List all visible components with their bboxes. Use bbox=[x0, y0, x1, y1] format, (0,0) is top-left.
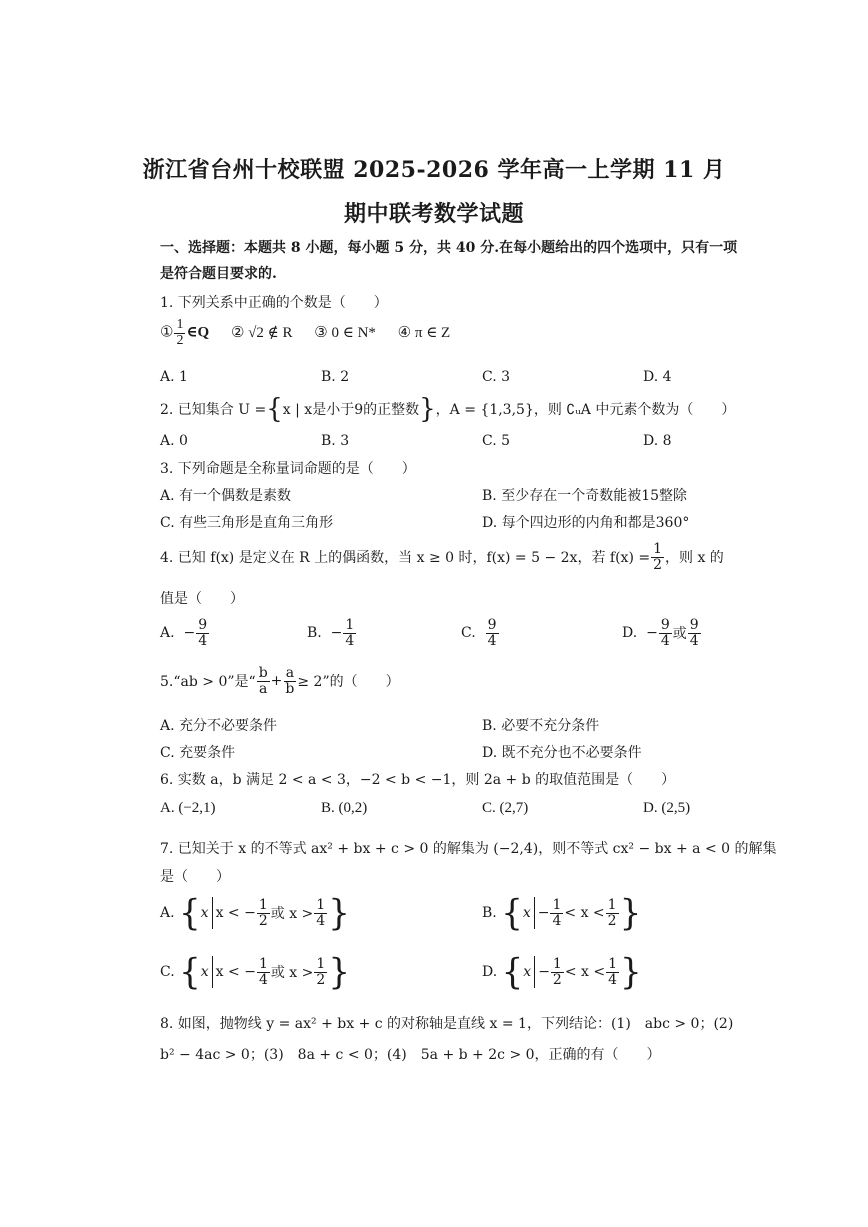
set-notation: { x x < − $\frac{1}{4}$ 或 x > $\frac{1}{2}$ } bbox=[179, 951, 350, 993]
q7-option-b[interactable] bbox=[482, 892, 642, 934]
q1-item3: ③ 0 ∈ N* bbox=[314, 324, 376, 341]
q2-set: { x | x是小于9的正整数 } bbox=[266, 393, 436, 425]
option-label: D. bbox=[482, 964, 498, 980]
option-label: C. bbox=[461, 625, 476, 642]
q3-option-d[interactable]: D. 每个四边形的内角和都是360° bbox=[482, 515, 690, 531]
set-notation: { x x < − $\frac{1}{2}$ 或 x > $\frac{1}{4}$ } bbox=[179, 892, 350, 934]
q7-option-a[interactable] bbox=[160, 892, 350, 934]
option-label: B. bbox=[482, 905, 497, 921]
minus-sign: − bbox=[183, 625, 196, 642]
minus-sign: − bbox=[646, 625, 658, 642]
fraction-b-over-a: $\frac{b}{a}$ bbox=[258, 665, 268, 697]
q4-stem-end: ，则 x 的 bbox=[665, 550, 724, 567]
q1-item1-mark: ① bbox=[160, 324, 174, 341]
q1-option-c[interactable]: C. 3 bbox=[482, 369, 511, 385]
q4-option-c[interactable] bbox=[461, 618, 500, 648]
option-label: B. bbox=[307, 625, 322, 642]
section-heading: 一、选择题：本题共 8 小题，每小题 5 分，共 40 分.在每小题给出的四个选项中，只有一项 bbox=[160, 240, 738, 256]
fraction: $\frac{9}{4}$ bbox=[660, 617, 670, 649]
q1-item1-rest: ∈Q bbox=[186, 324, 210, 341]
q1-option-a[interactable]: A. 1 bbox=[160, 369, 188, 385]
q2-stem bbox=[160, 393, 736, 425]
q6-option-c[interactable]: C. (2,7) bbox=[482, 800, 529, 816]
option-label: C. bbox=[160, 964, 175, 980]
q3-option-a[interactable]: A. 有一个偶数是素数 bbox=[160, 488, 292, 504]
q7-option-d[interactable] bbox=[482, 951, 642, 993]
set-notation: { x − $\frac{1}{4}$ < x < $\frac{1}{2}$ } bbox=[501, 892, 642, 934]
q2-set-content: x | x是小于9的正整数 bbox=[282, 402, 420, 418]
set-notation: { x − $\frac{1}{2}$ < x < $\frac{1}{4}$ } bbox=[501, 951, 642, 993]
fraction: $\frac{9}{4}$ bbox=[198, 617, 208, 649]
option-label: D. bbox=[622, 625, 638, 642]
q5-stem-start: 5.“ab > 0”是“ bbox=[160, 674, 256, 691]
q1-item1-fraction: $\frac{1}{2}$ bbox=[176, 317, 184, 348]
or-word: 或 bbox=[672, 626, 687, 643]
q2-stem-start: 2. 已知集合 U = bbox=[160, 402, 267, 418]
q1-item2: ② √2 ∉ R bbox=[230, 324, 293, 341]
q7-stem-cont: 是（ ） bbox=[160, 869, 230, 885]
q7-stem: 7. 已知关于 x 的不等式 ax² + bx + c > 0 的解集为 (−2,4)，则不等式 cx² − bx + a < 0 的解集 bbox=[160, 841, 777, 857]
q2-option-a[interactable]: A. 0 bbox=[160, 433, 188, 449]
fraction: $\frac{9}{4}$ bbox=[689, 617, 699, 649]
q6-option-d[interactable]: D. (2,5) bbox=[643, 800, 691, 816]
q1-stem: 1. 下列关系中正确的个数是（ ） bbox=[160, 295, 388, 311]
option-label: A. bbox=[160, 625, 175, 642]
q3-stem: 3. 下列命题是全称量词命题的是（ ） bbox=[160, 461, 416, 477]
q5-option-b[interactable]: B. 必要不充分条件 bbox=[482, 718, 600, 734]
q5-stem-end: ≥ 2”的（ ） bbox=[297, 674, 400, 691]
fraction: $\frac{1}{4}$ bbox=[345, 617, 355, 649]
q5-stem bbox=[160, 666, 400, 696]
q6-option-b[interactable]: B. (0,2) bbox=[321, 800, 368, 816]
q5-option-d[interactable]: D. 既不充分也不必要条件 bbox=[482, 745, 642, 761]
q1-item4: ④ π ∈ Z bbox=[397, 324, 451, 341]
section-heading-cont: 是符合题目要求的. bbox=[160, 266, 277, 282]
q1-items bbox=[160, 318, 450, 348]
q2-option-d[interactable]: D. 8 bbox=[643, 433, 672, 449]
q8-stem: 8. 如图，抛物线 y = ax² + bx + c 的对称轴是直线 x = 1，下列结论：(1) abc > 0；(2) bbox=[160, 1016, 734, 1032]
q2-option-b[interactable]: B. 3 bbox=[321, 433, 350, 449]
q1-option-d[interactable]: D. 4 bbox=[643, 369, 672, 385]
option-label: A. bbox=[160, 905, 175, 921]
fraction-a-over-b: $\frac{a}{b}$ bbox=[285, 665, 295, 697]
q3-option-c[interactable]: C. 有些三角形是直角三角形 bbox=[160, 515, 334, 531]
q6-stem: 6. 实数 a，b 满足 2 < a < 3，−2 < b < −1，则 2a + b 的取值范围是（ ） bbox=[160, 772, 676, 788]
plus-sign: + bbox=[270, 673, 283, 690]
q2-stem-end: ，A = {1,3,5}，则 ∁ᵤA 中元素个数为（ ） bbox=[435, 402, 736, 418]
q7-option-c[interactable] bbox=[160, 951, 350, 993]
q4-stem-start: 4. 已知 f(x) 是定义在 R 上的偶函数，当 x ≥ 0 时，f(x) = 5 − 2x，若 f(x) = bbox=[160, 550, 651, 567]
minus-sign: − bbox=[330, 625, 343, 642]
q3-option-b[interactable]: B. 至少存在一个奇数能被15整除 bbox=[482, 488, 688, 504]
q5-option-c[interactable]: C. 充要条件 bbox=[160, 745, 236, 761]
q6-option-a[interactable]: A. (−2,1) bbox=[160, 800, 216, 816]
q4-option-a[interactable] bbox=[160, 618, 210, 648]
exam-title: 浙江省台州十校联盟 2025-2026 学年高一上学期 11 月 bbox=[142, 157, 726, 183]
q1-option-b[interactable]: B. 2 bbox=[321, 369, 350, 385]
q4-stem bbox=[160, 542, 724, 572]
q5-option-a[interactable]: A. 充分不必要条件 bbox=[160, 718, 278, 734]
q2-option-c[interactable]: C. 5 bbox=[482, 433, 511, 449]
q8-stem-cont: b² − 4ac > 0；(3) 8a + c < 0；(4) 5a + b + 2c > 0，正确的有（ ） bbox=[160, 1047, 661, 1063]
q4-fraction: $\frac{1}{2}$ bbox=[653, 541, 663, 573]
q4-option-d[interactable] bbox=[622, 618, 702, 648]
q4-option-b[interactable] bbox=[307, 618, 357, 648]
exam-subtitle: 期中联考数学试题 bbox=[343, 201, 524, 227]
fraction: $\frac{9}{4}$ bbox=[487, 617, 497, 649]
q4-stem-cont: 值是（ ） bbox=[160, 591, 244, 607]
